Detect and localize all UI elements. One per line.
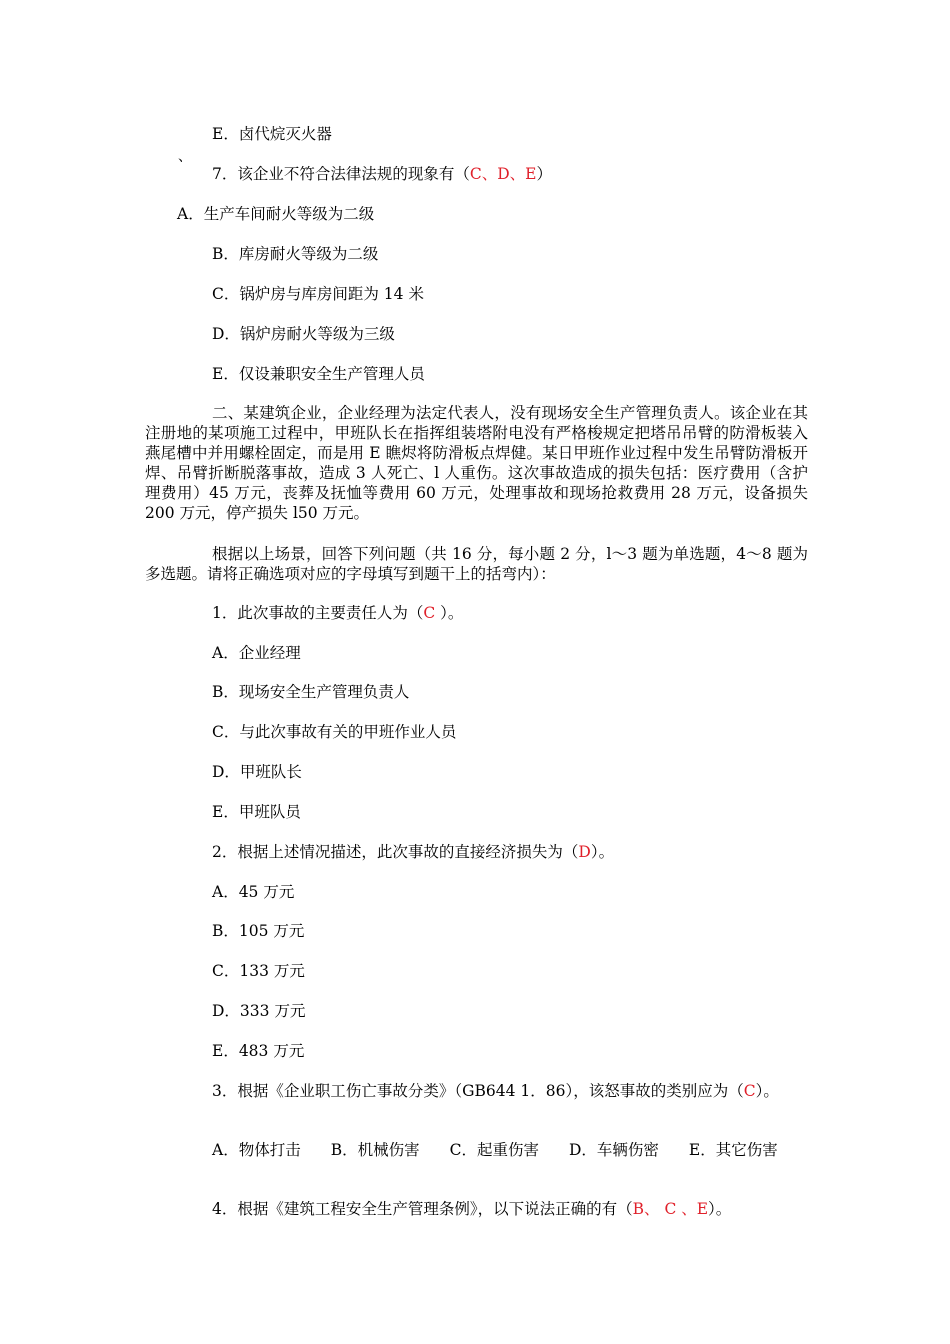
- option-line: C．锅炉房与库房间距为 14 米: [212, 285, 424, 303]
- answer-text: C: [423, 604, 436, 622]
- option-line: A．45 万元: [212, 883, 295, 901]
- option-line: C．与此次事故有关的甲班作业人员: [212, 723, 457, 741]
- option-line: B．现场安全生产管理负责人: [212, 683, 410, 701]
- option-line: D．333 万元: [212, 1002, 306, 1020]
- question-3: [145, 1081, 808, 1101]
- case-description: 二、某建筑企业，企业经理为法定代表人，没有现场安全生产管理负责人。该企业在其注册地的某项施工过程中，甲班队长在指挥组装塔附电没有严格梭规定把塔吊吊臂的防滑板装入燕尾槽中并用螺栓固定，而是用 E 瞧烬将防滑板点焊健。某日甲班作业过程中发生吊臂防滑板开焊、吊臂折断脱落事故，造成 3 人死亡、l 人重伤。这次事故造成的损失包括：医疗费用（含护理费用）45 万元，丧葬及抚恤等费用 60 万元，处理事故和现场抢救费用 28 万元，设备损失 200 万元，停产损失 l50 万元。: [145, 404, 808, 522]
- question-text: ）。: [755, 1082, 779, 1100]
- option-b: B．机械伤害: [330, 1141, 420, 1159]
- answer-text: B、 C 、E: [632, 1200, 709, 1218]
- option-line: A．生产车间耐火等级为二级: [177, 205, 375, 223]
- question-4: [212, 1199, 731, 1219]
- option-line: C．133 万元: [212, 962, 305, 980]
- question-text: ）: [536, 165, 552, 183]
- stray-mark: 、: [178, 149, 192, 165]
- instructions: 根据以上场景，回答下列问题（共 16 分，每小题 2 分，l～3 题为单选题，4～8 题为多选题。请将正确选项对应的字母填写到题干上的括弯内）：: [145, 545, 808, 583]
- question-text: 4．根据《建筑工程安全生产管理条例》，以下说法正确的有（: [212, 1200, 633, 1218]
- option-line: D．锅炉房耐火等级为三级: [212, 325, 395, 343]
- option-line: E．483 万元: [212, 1042, 305, 1060]
- answer-text: D: [578, 843, 591, 861]
- option-line: B．105 万元: [212, 922, 305, 940]
- option-line: A．企业经理: [212, 644, 301, 662]
- option-e: E．其它伤害: [688, 1141, 778, 1159]
- question-text: ）。: [590, 843, 615, 861]
- question-7: [212, 164, 552, 184]
- option-d: D．车辆伤密: [568, 1141, 659, 1159]
- option-line: B．库房耐火等级为二级: [212, 245, 379, 263]
- option-line: E．甲班队员: [212, 803, 301, 821]
- question-1: [212, 603, 463, 623]
- question-text: ）。: [708, 1200, 732, 1218]
- question-text: 1．此次事故的主要责任人为（: [212, 604, 424, 622]
- answer-text: C、D、E: [469, 165, 537, 183]
- option-c: C．起重伤害: [449, 1141, 539, 1159]
- option-line: E．仅设兼职安全生产管理人员: [212, 365, 425, 383]
- question-text: 2．根据上述情况描述，此次事故的直接经济损失为（: [212, 843, 579, 861]
- question-text: 7．该企业不符合法律法规的现象有（: [212, 165, 470, 183]
- question-text: ）。: [435, 604, 464, 622]
- option-a: A．物体打击: [212, 1141, 301, 1159]
- question-3-options: [145, 1140, 808, 1160]
- question-2: [212, 842, 614, 862]
- question-text: 3．根据《企业职工伤亡事故分类》（GB644 1．86），该怒事故的类别应为（: [212, 1082, 744, 1100]
- answer-text: C: [743, 1082, 756, 1100]
- option-line: D．甲班队长: [212, 763, 302, 781]
- option-line: E．卤代烷灭火器: [212, 125, 332, 143]
